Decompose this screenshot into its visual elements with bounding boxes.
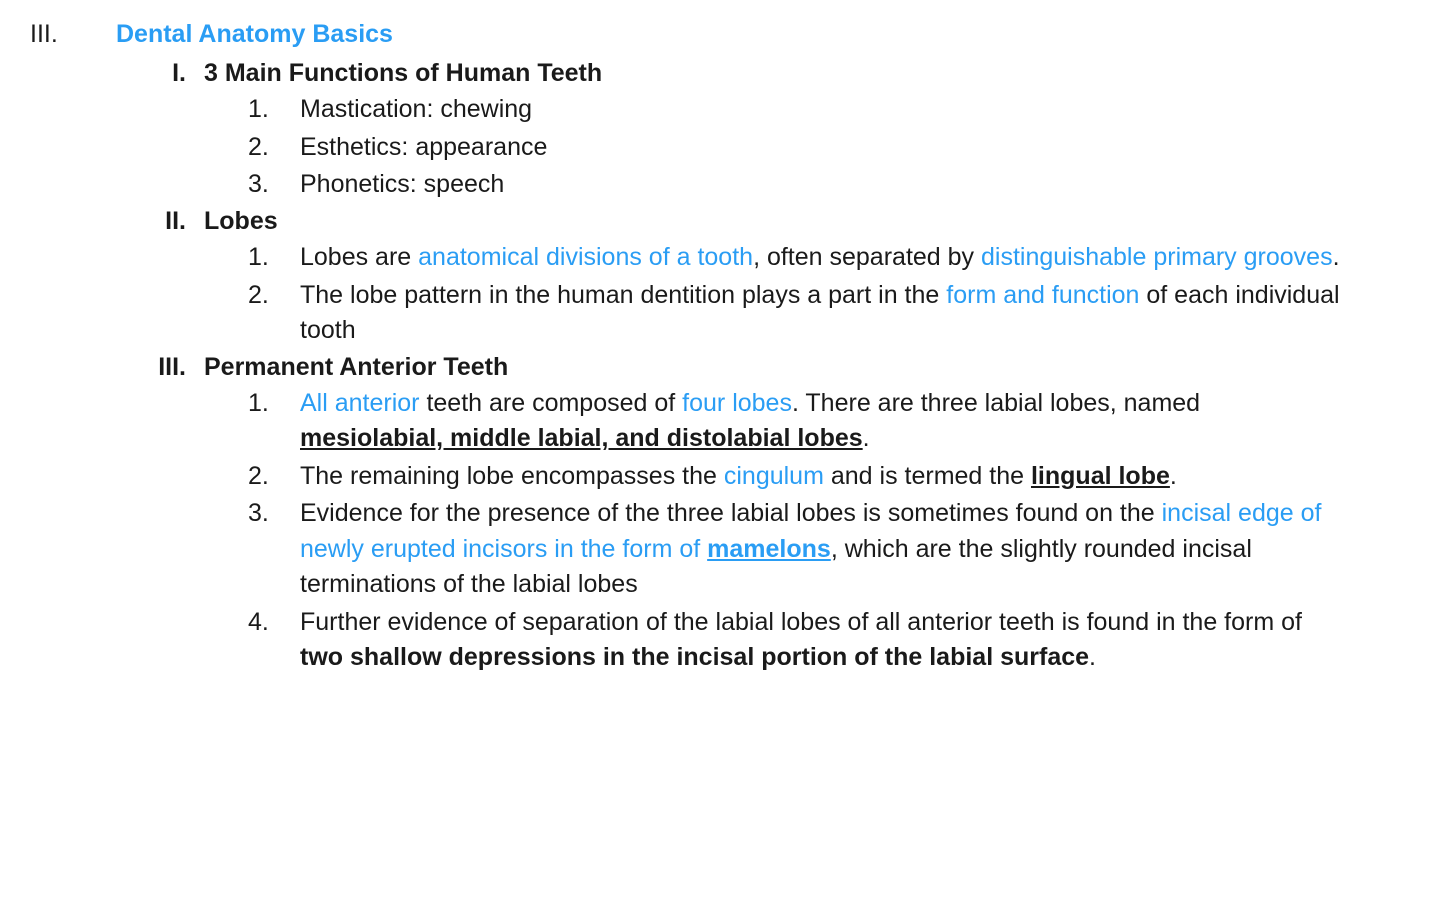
text-run: form and function <box>946 280 1140 309</box>
text-run: four lobes <box>682 388 792 417</box>
list-item-text: Esthetics: appearance <box>300 132 548 161</box>
text-run: , often separated by <box>753 243 981 271</box>
list-item-marker: 1. <box>248 243 269 271</box>
list-item <box>30 92 1400 128</box>
list-item <box>30 278 1400 349</box>
list-item-marker: 2. <box>248 461 269 490</box>
section-title: Dental Anatomy Basics <box>116 20 393 48</box>
list-item <box>30 240 1400 276</box>
list-item-text <box>300 386 1340 457</box>
subsection-title: 3 Main Functions of Human Teeth <box>204 59 603 87</box>
list-item <box>30 605 1400 676</box>
list-item <box>30 167 1400 203</box>
text-run: anatomical divisions of a tooth <box>418 243 754 271</box>
list-item-text <box>300 240 1340 276</box>
list-item-marker: 1. <box>248 388 269 417</box>
text-run: . There are three labial lobes, named <box>791 388 1201 417</box>
list-item <box>30 496 1400 603</box>
text-run: Further evidence of separation of the labial lobes of all anterior teeth is found in the form of <box>300 607 1302 636</box>
list-item-marker: 1. <box>248 95 269 124</box>
text-run: distinguishable primary grooves <box>981 243 1333 271</box>
text-run: mamelons <box>707 534 831 563</box>
list-item-marker: 2. <box>248 132 269 161</box>
text-run: , which are the slightly rounded incisal terminations of the labial lobes <box>300 534 1252 599</box>
list-item <box>30 130 1400 166</box>
text-run: incisal edge of newly erupted incisors in the form of <box>300 499 1322 563</box>
list-item <box>30 459 1400 495</box>
list-item-text <box>300 459 1177 495</box>
list-item-marker: 3. <box>248 170 269 199</box>
text-run: . <box>1169 461 1177 490</box>
text-run: teeth are composed of <box>419 388 683 417</box>
list-item-marker: 3. <box>248 499 269 528</box>
list-item-text: Phonetics: speech <box>300 170 505 199</box>
list-item-text <box>300 496 1340 603</box>
section-heading <box>30 18 1400 51</box>
text-run: cingulum <box>723 461 824 490</box>
text-run: of each individual tooth <box>300 280 1340 344</box>
text-run: The remaining lobe encompasses the <box>300 461 724 490</box>
list-item-marker: 2. <box>248 280 269 309</box>
subsection-heading-3 <box>30 351 1400 384</box>
text-run: All anterior <box>300 388 420 417</box>
subsection-heading-2 <box>30 205 1400 238</box>
text-run: . <box>862 424 870 453</box>
section-marker: III. <box>30 20 58 48</box>
text-run: two shallow depressions in the incisal portion of the labial surface <box>300 643 1090 672</box>
list-item-text: Mastication: chewing <box>300 95 533 124</box>
subsection-marker: II. <box>165 206 186 235</box>
subsection-marker: III. <box>158 352 186 381</box>
list-item-marker: 4. <box>248 607 269 636</box>
subsection-title: Lobes <box>204 206 278 235</box>
text-run: Evidence for the presence of the three labial lobes is sometimes found on the <box>300 499 1162 528</box>
subsection-heading-1 <box>30 57 1400 90</box>
list-item-text <box>300 278 1340 349</box>
text-run: lingual lobe <box>1030 461 1170 490</box>
list-item-text <box>300 605 1340 676</box>
text-run: The lobe pattern in the human dentition plays a part in the <box>300 280 947 309</box>
list-item <box>30 386 1400 457</box>
subsection-marker: I. <box>172 59 186 87</box>
text-run: . <box>1332 243 1340 271</box>
subsection-title: Permanent Anterior Teeth <box>204 352 509 381</box>
text-run: and is termed the <box>823 461 1031 490</box>
text-run: Lobes are <box>300 243 419 271</box>
text-run: mesiolabial, middle labial, and distolabial lobes <box>300 424 863 453</box>
text-run: . <box>1089 643 1096 672</box>
